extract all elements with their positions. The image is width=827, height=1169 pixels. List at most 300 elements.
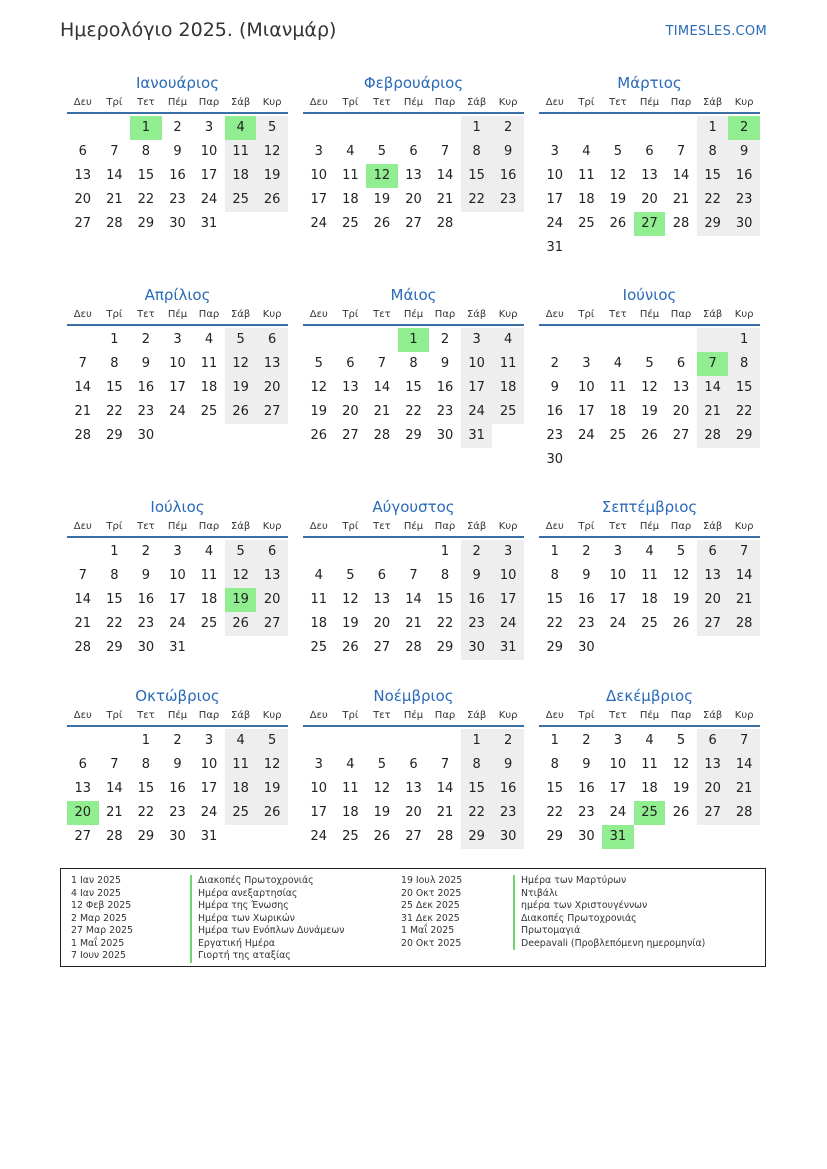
day-cell[interactable]: 3 [314, 144, 323, 159]
day-cell[interactable]: 30 [169, 829, 186, 844]
day-cell[interactable]: 11 [641, 568, 658, 583]
day-cell[interactable]: 10 [546, 168, 564, 183]
day-cell[interactable]: 24 [609, 805, 627, 820]
day-cell[interactable]: 19 [256, 777, 288, 801]
day-cell[interactable]: 22 [546, 616, 564, 631]
day-cell[interactable]: 2 [141, 332, 151, 347]
day-cell[interactable]: 7 [110, 144, 119, 159]
day-cell[interactable]: 21 [74, 404, 92, 419]
day-cell[interactable]: 19 [373, 805, 391, 820]
day-cell[interactable]: 4 [346, 144, 355, 159]
day-cell[interactable]: 4 [645, 544, 654, 559]
day-cell[interactable]: 20 [697, 588, 729, 612]
day-cell[interactable]: 3 [173, 332, 182, 347]
day-cell[interactable]: 14 [697, 376, 729, 400]
day-cell[interactable]: 23 [169, 192, 186, 207]
day-cell[interactable]: 9 [141, 356, 151, 371]
day-cell[interactable]: 9 [582, 757, 591, 772]
holiday-day-cell[interactable]: 19 [225, 588, 257, 612]
day-cell[interactable]: 28 [106, 216, 123, 231]
day-cell[interactable]: 17 [578, 404, 595, 419]
day-cell[interactable]: 16 [137, 380, 155, 395]
day-cell[interactable]: 4 [225, 729, 257, 753]
day-cell[interactable]: 8 [141, 757, 151, 772]
day-cell[interactable]: 14 [74, 592, 92, 607]
day-cell[interactable]: 28 [728, 612, 760, 636]
holiday-day-cell[interactable]: 20 [67, 801, 99, 825]
day-cell[interactable]: 21 [436, 192, 454, 207]
day-cell[interactable]: 4 [346, 757, 355, 772]
day-cell[interactable]: 12 [342, 592, 359, 607]
day-cell[interactable]: 1 [141, 733, 151, 748]
day-cell[interactable]: 22 [405, 404, 422, 419]
day-cell[interactable]: 29 [546, 640, 564, 655]
day-cell[interactable]: 21 [405, 616, 422, 631]
day-cell[interactable]: 27 [373, 640, 391, 655]
day-cell[interactable]: 22 [461, 188, 493, 212]
day-cell[interactable]: 12 [672, 757, 690, 772]
holiday-day-cell[interactable]: 1 [130, 116, 162, 140]
day-cell[interactable]: 17 [169, 380, 186, 395]
day-cell[interactable]: 28 [697, 424, 729, 448]
day-cell[interactable]: 15 [461, 777, 493, 801]
day-cell[interactable]: 16 [492, 164, 524, 188]
holiday-day-cell[interactable]: 1 [398, 328, 430, 352]
day-cell[interactable]: 12 [225, 564, 257, 588]
day-cell[interactable]: 1 [728, 328, 760, 352]
day-cell[interactable]: 31 [200, 829, 218, 844]
day-cell[interactable]: 31 [461, 424, 493, 448]
day-cell[interactable]: 3 [582, 356, 591, 371]
day-cell[interactable]: 28 [74, 428, 92, 443]
day-cell[interactable]: 26 [342, 640, 359, 655]
day-cell[interactable]: 6 [256, 328, 288, 352]
holiday-day-cell[interactable]: 7 [697, 352, 729, 376]
day-cell[interactable]: 25 [200, 616, 218, 631]
day-cell[interactable]: 13 [256, 352, 288, 376]
day-cell[interactable]: 19 [672, 592, 690, 607]
day-cell[interactable]: 20 [672, 404, 690, 419]
day-cell[interactable]: 25 [578, 216, 595, 231]
day-cell[interactable]: 18 [342, 805, 359, 820]
day-cell[interactable]: 11 [641, 757, 658, 772]
day-cell[interactable]: 29 [137, 829, 155, 844]
day-cell[interactable]: 14 [106, 168, 123, 183]
day-cell[interactable]: 15 [106, 380, 123, 395]
day-cell[interactable]: 8 [110, 356, 119, 371]
day-cell[interactable]: 14 [405, 592, 422, 607]
day-cell[interactable]: 8 [461, 140, 493, 164]
holiday-day-cell[interactable]: 2 [728, 116, 760, 140]
day-cell[interactable]: 16 [137, 592, 155, 607]
day-cell[interactable]: 3 [204, 733, 214, 748]
day-cell[interactable]: 10 [578, 380, 595, 395]
day-cell[interactable]: 25 [225, 188, 257, 212]
day-cell[interactable]: 11 [609, 380, 627, 395]
day-cell[interactable]: 4 [204, 332, 214, 347]
day-cell[interactable]: 9 [141, 568, 151, 583]
day-cell[interactable]: 2 [582, 544, 591, 559]
day-cell[interactable]: 9 [582, 568, 591, 583]
day-cell[interactable]: 6 [346, 356, 355, 371]
day-cell[interactable]: 27 [697, 612, 729, 636]
holiday-day-cell[interactable]: 31 [602, 825, 634, 849]
day-cell[interactable]: 21 [436, 805, 454, 820]
site-brand-link[interactable]: TIMESLES.COM [665, 24, 767, 39]
day-cell[interactable]: 1 [110, 332, 119, 347]
day-cell[interactable]: 24 [609, 616, 627, 631]
day-cell[interactable]: 21 [728, 588, 760, 612]
day-cell[interactable]: 9 [728, 140, 760, 164]
day-cell[interactable]: 5 [613, 144, 623, 159]
day-cell[interactable]: 4 [492, 328, 524, 352]
day-cell[interactable]: 4 [582, 144, 591, 159]
day-cell[interactable]: 17 [200, 168, 218, 183]
day-cell[interactable]: 5 [676, 544, 686, 559]
day-cell[interactable]: 23 [728, 188, 760, 212]
day-cell[interactable]: 24 [200, 805, 218, 820]
day-cell[interactable]: 15 [697, 164, 729, 188]
day-cell[interactable]: 8 [550, 757, 559, 772]
day-cell[interactable]: 21 [74, 616, 92, 631]
day-cell[interactable]: 13 [641, 168, 658, 183]
day-cell[interactable]: 9 [440, 356, 450, 371]
day-cell[interactable]: 27 [405, 829, 422, 844]
day-cell[interactable]: 23 [436, 404, 454, 419]
day-cell[interactable]: 1 [697, 116, 729, 140]
day-cell[interactable]: 5 [377, 757, 387, 772]
day-cell[interactable]: 20 [74, 192, 92, 207]
day-cell[interactable]: 15 [546, 592, 564, 607]
holiday-day-cell[interactable]: 4 [225, 116, 257, 140]
day-cell[interactable]: 15 [546, 781, 564, 796]
day-cell[interactable]: 20 [342, 404, 359, 419]
day-cell[interactable]: 28 [436, 216, 454, 231]
day-cell[interactable]: 2 [461, 540, 493, 564]
day-cell[interactable]: 14 [672, 168, 690, 183]
day-cell[interactable]: 25 [609, 428, 627, 443]
day-cell[interactable]: 18 [225, 777, 257, 801]
day-cell[interactable]: 22 [106, 404, 123, 419]
day-cell[interactable]: 1 [461, 116, 493, 140]
day-cell[interactable]: 18 [641, 592, 658, 607]
day-cell[interactable]: 30 [492, 825, 524, 849]
day-cell[interactable]: 17 [609, 592, 627, 607]
day-cell[interactable]: 21 [672, 192, 690, 207]
day-cell[interactable]: 3 [613, 544, 623, 559]
day-cell[interactable]: 10 [200, 757, 218, 772]
day-cell[interactable]: 25 [641, 616, 658, 631]
day-cell[interactable]: 6 [78, 144, 87, 159]
day-cell[interactable]: 20 [373, 616, 391, 631]
day-cell[interactable]: 11 [200, 568, 218, 583]
day-cell[interactable]: 8 [440, 568, 450, 583]
day-cell[interactable]: 12 [609, 168, 627, 183]
day-cell[interactable]: 13 [373, 592, 391, 607]
day-cell[interactable]: 28 [373, 428, 391, 443]
day-cell[interactable]: 11 [578, 168, 595, 183]
day-cell[interactable]: 6 [78, 757, 87, 772]
day-cell[interactable]: 9 [492, 753, 524, 777]
day-cell[interactable]: 29 [137, 216, 155, 231]
day-cell[interactable]: 29 [728, 424, 760, 448]
day-cell[interactable]: 24 [492, 612, 524, 636]
day-cell[interactable]: 24 [578, 428, 595, 443]
day-cell[interactable]: 15 [728, 376, 760, 400]
day-cell[interactable]: 12 [373, 781, 391, 796]
day-cell[interactable]: 1 [550, 733, 559, 748]
day-cell[interactable]: 11 [225, 753, 257, 777]
day-cell[interactable]: 26 [310, 428, 328, 443]
day-cell[interactable]: 14 [373, 380, 391, 395]
day-cell[interactable]: 15 [137, 168, 155, 183]
day-cell[interactable]: 27 [256, 612, 288, 636]
day-cell[interactable]: 7 [676, 144, 686, 159]
day-cell[interactable]: 18 [578, 192, 595, 207]
day-cell[interactable]: 24 [310, 829, 328, 844]
day-cell[interactable]: 26 [672, 616, 690, 631]
day-cell[interactable]: 13 [697, 564, 729, 588]
day-cell[interactable]: 30 [169, 216, 186, 231]
day-cell[interactable]: 26 [672, 805, 690, 820]
day-cell[interactable]: 12 [225, 352, 257, 376]
day-cell[interactable]: 4 [645, 733, 654, 748]
day-cell[interactable]: 28 [405, 640, 422, 655]
day-cell[interactable]: 22 [697, 188, 729, 212]
day-cell[interactable]: 2 [173, 120, 182, 135]
day-cell[interactable]: 1 [110, 544, 119, 559]
day-cell[interactable]: 7 [78, 356, 87, 371]
day-cell[interactable]: 6 [697, 729, 729, 753]
day-cell[interactable]: 13 [672, 380, 690, 395]
day-cell[interactable]: 3 [613, 733, 623, 748]
day-cell[interactable]: 8 [550, 568, 559, 583]
day-cell[interactable]: 6 [676, 356, 686, 371]
day-cell[interactable]: 2 [173, 733, 182, 748]
day-cell[interactable]: 24 [310, 216, 328, 231]
day-cell[interactable]: 28 [74, 640, 92, 655]
day-cell[interactable]: 19 [609, 192, 627, 207]
day-cell[interactable]: 10 [169, 568, 186, 583]
day-cell[interactable]: 14 [728, 753, 760, 777]
day-cell[interactable]: 25 [342, 216, 359, 231]
day-cell[interactable]: 23 [169, 805, 186, 820]
day-cell[interactable]: 13 [256, 564, 288, 588]
day-cell[interactable]: 12 [672, 568, 690, 583]
day-cell[interactable]: 13 [405, 168, 422, 183]
day-cell[interactable]: 26 [609, 216, 627, 231]
day-cell[interactable]: 17 [169, 592, 186, 607]
day-cell[interactable]: 26 [225, 612, 257, 636]
day-cell[interactable]: 28 [672, 216, 690, 231]
day-cell[interactable]: 10 [461, 352, 493, 376]
day-cell[interactable]: 27 [697, 801, 729, 825]
day-cell[interactable]: 2 [550, 356, 559, 371]
day-cell[interactable]: 18 [225, 164, 257, 188]
day-cell[interactable]: 25 [225, 801, 257, 825]
day-cell[interactable]: 21 [106, 192, 123, 207]
day-cell[interactable]: 17 [492, 588, 524, 612]
day-cell[interactable]: 16 [436, 380, 454, 395]
day-cell[interactable]: 10 [310, 168, 328, 183]
day-cell[interactable]: 2 [492, 116, 524, 140]
day-cell[interactable]: 11 [492, 352, 524, 376]
day-cell[interactable]: 2 [492, 729, 524, 753]
day-cell[interactable]: 24 [461, 400, 493, 424]
day-cell[interactable]: 3 [314, 757, 323, 772]
day-cell[interactable]: 16 [461, 588, 493, 612]
day-cell[interactable]: 22 [546, 805, 564, 820]
day-cell[interactable]: 26 [373, 829, 391, 844]
day-cell[interactable]: 5 [676, 733, 686, 748]
day-cell[interactable]: 29 [106, 640, 123, 655]
day-cell[interactable]: 18 [609, 404, 627, 419]
day-cell[interactable]: 12 [310, 380, 328, 395]
day-cell[interactable]: 7 [728, 729, 760, 753]
day-cell[interactable]: 15 [436, 592, 454, 607]
day-cell[interactable]: 17 [546, 192, 564, 207]
day-cell[interactable]: 22 [436, 616, 454, 631]
day-cell[interactable]: 8 [461, 753, 493, 777]
day-cell[interactable]: 20 [641, 192, 658, 207]
holiday-day-cell[interactable]: 25 [634, 801, 666, 825]
day-cell[interactable]: 24 [200, 192, 218, 207]
day-cell[interactable]: 30 [436, 428, 454, 443]
day-cell[interactable]: 26 [373, 216, 391, 231]
day-cell[interactable]: 18 [310, 616, 328, 631]
day-cell[interactable]: 12 [256, 140, 288, 164]
day-cell[interactable]: 23 [546, 428, 564, 443]
day-cell[interactable]: 20 [697, 777, 729, 801]
day-cell[interactable]: 11 [200, 356, 218, 371]
day-cell[interactable]: 29 [546, 829, 564, 844]
day-cell[interactable]: 8 [728, 352, 760, 376]
day-cell[interactable]: 4 [204, 544, 214, 559]
day-cell[interactable]: 29 [436, 640, 454, 655]
day-cell[interactable]: 27 [74, 829, 92, 844]
day-cell[interactable]: 7 [78, 568, 87, 583]
day-cell[interactable]: 11 [342, 168, 359, 183]
day-cell[interactable]: 31 [546, 240, 564, 255]
day-cell[interactable]: 21 [697, 400, 729, 424]
day-cell[interactable]: 5 [314, 356, 323, 371]
day-cell[interactable]: 5 [377, 144, 387, 159]
day-cell[interactable]: 10 [200, 144, 218, 159]
day-cell[interactable]: 7 [377, 356, 387, 371]
day-cell[interactable]: 19 [225, 376, 257, 400]
day-cell[interactable]: 19 [672, 781, 690, 796]
day-cell[interactable]: 1 [550, 544, 559, 559]
day-cell[interactable]: 3 [204, 120, 214, 135]
day-cell[interactable]: 11 [225, 140, 257, 164]
day-cell[interactable]: 21 [106, 805, 123, 820]
day-cell[interactable]: 22 [137, 805, 155, 820]
day-cell[interactable]: 7 [728, 540, 760, 564]
day-cell[interactable]: 4 [613, 356, 623, 371]
day-cell[interactable]: 1 [461, 729, 493, 753]
day-cell[interactable]: 13 [74, 781, 92, 796]
day-cell[interactable]: 4 [314, 568, 323, 583]
day-cell[interactable]: 14 [436, 781, 454, 796]
day-cell[interactable]: 29 [461, 825, 493, 849]
day-cell[interactable]: 19 [310, 404, 328, 419]
day-cell[interactable]: 19 [641, 404, 658, 419]
day-cell[interactable]: 19 [342, 616, 359, 631]
day-cell[interactable]: 5 [256, 729, 288, 753]
day-cell[interactable]: 7 [440, 144, 450, 159]
day-cell[interactable]: 9 [492, 140, 524, 164]
day-cell[interactable]: 22 [106, 616, 123, 631]
day-cell[interactable]: 6 [645, 144, 654, 159]
day-cell[interactable]: 27 [342, 428, 359, 443]
day-cell[interactable]: 1 [440, 544, 450, 559]
day-cell[interactable]: 9 [461, 564, 493, 588]
day-cell[interactable]: 15 [106, 592, 123, 607]
day-cell[interactable]: 22 [728, 400, 760, 424]
day-cell[interactable]: 30 [728, 212, 760, 236]
day-cell[interactable]: 29 [405, 428, 422, 443]
day-cell[interactable]: 10 [609, 757, 627, 772]
day-cell[interactable]: 30 [137, 428, 155, 443]
day-cell[interactable]: 13 [342, 380, 359, 395]
day-cell[interactable]: 14 [106, 781, 123, 796]
day-cell[interactable]: 8 [110, 568, 119, 583]
day-cell[interactable]: 13 [74, 168, 92, 183]
day-cell[interactable]: 9 [550, 380, 559, 395]
day-cell[interactable]: 15 [405, 380, 422, 395]
day-cell[interactable]: 5 [256, 116, 288, 140]
day-cell[interactable]: 14 [436, 168, 454, 183]
day-cell[interactable]: 17 [310, 805, 328, 820]
day-cell[interactable]: 8 [697, 140, 729, 164]
day-cell[interactable]: 12 [256, 753, 288, 777]
day-cell[interactable]: 28 [728, 801, 760, 825]
day-cell[interactable]: 27 [256, 400, 288, 424]
day-cell[interactable]: 19 [256, 164, 288, 188]
day-cell[interactable]: 5 [346, 568, 355, 583]
day-cell[interactable]: 6 [256, 540, 288, 564]
day-cell[interactable]: 23 [461, 612, 493, 636]
day-cell[interactable]: 20 [256, 588, 288, 612]
day-cell[interactable]: 18 [200, 592, 218, 607]
day-cell[interactable]: 10 [169, 356, 186, 371]
day-cell[interactable]: 18 [492, 376, 524, 400]
day-cell[interactable]: 23 [137, 404, 155, 419]
day-cell[interactable]: 16 [546, 404, 564, 419]
day-cell[interactable]: 26 [225, 400, 257, 424]
day-cell[interactable]: 29 [106, 428, 123, 443]
day-cell[interactable]: 27 [405, 216, 422, 231]
day-cell[interactable]: 13 [697, 753, 729, 777]
day-cell[interactable]: 5 [645, 356, 654, 371]
day-cell[interactable]: 16 [578, 781, 595, 796]
day-cell[interactable]: 10 [609, 568, 627, 583]
day-cell[interactable]: 3 [550, 144, 559, 159]
day-cell[interactable]: 19 [373, 192, 391, 207]
day-cell[interactable]: 21 [728, 777, 760, 801]
day-cell[interactable]: 2 [440, 332, 450, 347]
day-cell[interactable]: 6 [377, 568, 387, 583]
day-cell[interactable]: 9 [173, 757, 182, 772]
day-cell[interactable]: 14 [74, 380, 92, 395]
day-cell[interactable]: 8 [409, 356, 418, 371]
day-cell[interactable]: 31 [200, 216, 218, 231]
day-cell[interactable]: 25 [310, 640, 328, 655]
day-cell[interactable]: 23 [578, 616, 595, 631]
day-cell[interactable]: 3 [492, 540, 524, 564]
day-cell[interactable]: 2 [141, 544, 151, 559]
day-cell[interactable]: 24 [169, 404, 186, 419]
